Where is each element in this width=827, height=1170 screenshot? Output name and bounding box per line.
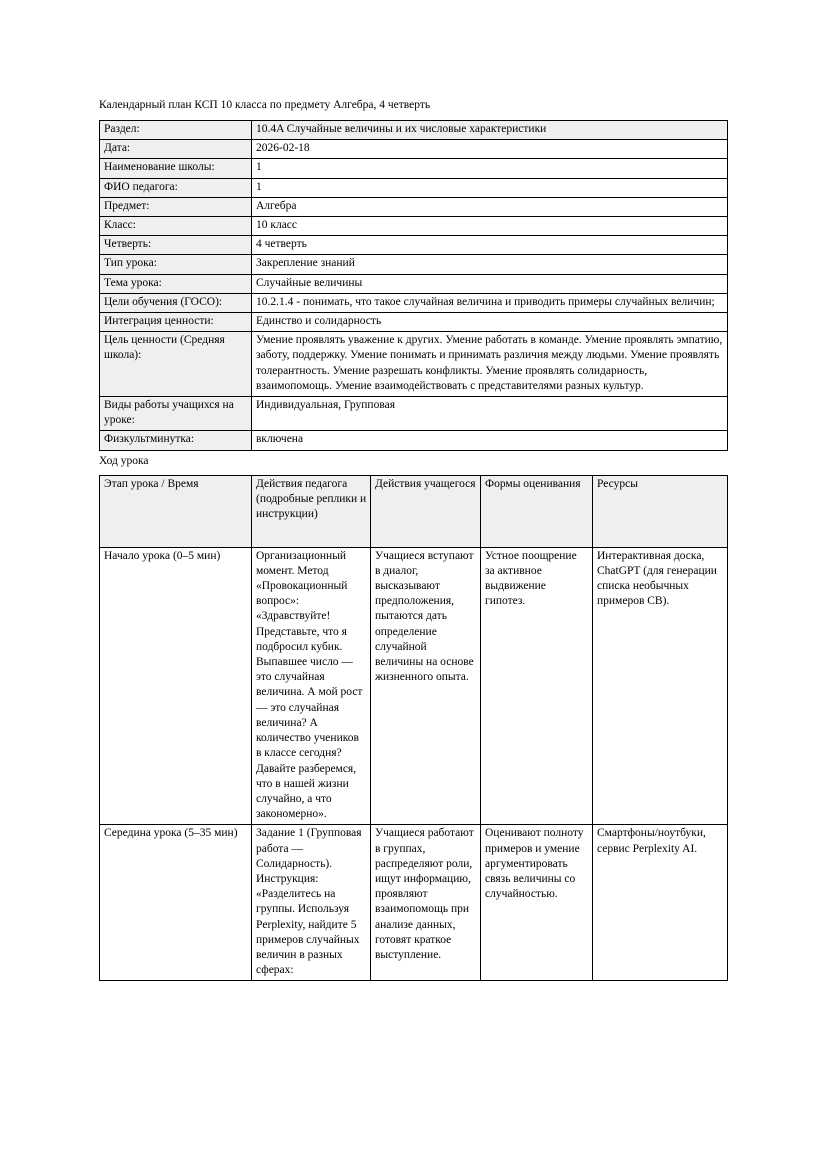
flow-column-header: Действия учащегося xyxy=(371,475,481,547)
table-row xyxy=(100,255,728,274)
lesson-flow-header xyxy=(100,475,728,547)
flow-cell-teacher: Задание 1 (Групповая работа — Солидарность). Инструкция: «Разделитесь на группы. Используя Perplexity, найдите 5 примеров случайных величин в разных сферах: xyxy=(252,825,371,981)
table-row xyxy=(100,159,728,178)
flow-cell-resources: Интерактивная доска, ChatGPT (для генерации списка необычных примеров СВ). xyxy=(593,547,728,825)
table-row xyxy=(100,140,728,159)
table-row xyxy=(100,236,728,255)
info-row-label: Цель ценности (Средняя школа): xyxy=(100,332,252,397)
flow-cell-resources: Смартфоны/ноутбуки, сервис Perplexity AI. xyxy=(593,825,728,981)
lesson-flow-table xyxy=(99,475,728,982)
info-row-label: Дата: xyxy=(100,140,252,159)
table-header-row xyxy=(100,475,728,547)
info-row-value: включена xyxy=(252,431,728,450)
lesson-flow-body xyxy=(100,547,728,981)
info-row-label: Предмет: xyxy=(100,197,252,216)
info-row-label: Раздел: xyxy=(100,121,252,140)
flow-cell-assessment: Устное поощрение за активное выдвижение гипотез. xyxy=(481,547,593,825)
info-row-value: 2026-02-18 xyxy=(252,140,728,159)
info-row-value: 1 xyxy=(252,178,728,197)
lesson-info-body xyxy=(100,121,728,451)
info-row-value: Закрепление знаний xyxy=(252,255,728,274)
info-row-label: ФИО педагога: xyxy=(100,178,252,197)
table-row xyxy=(100,197,728,216)
table-row xyxy=(100,431,728,450)
table-row xyxy=(100,397,728,431)
flow-column-header: Этап урока / Время xyxy=(100,475,252,547)
table-row xyxy=(100,274,728,293)
info-row-value: Единство и солидарность xyxy=(252,313,728,332)
table-row xyxy=(100,313,728,332)
flow-cell-student: Учащиеся вступают в диалог, высказывают предположения, пытаются дать определение случайной величины на основе жизненного опыта. xyxy=(371,547,481,825)
info-row-value: Умение проявлять уважение к других. Умение работать в команде. Умение проявлять эмпатию, заботу, поддержку. Умение понимать и принимать различия между людьми. Умение проявлять толерантность. Умение разрешать конфликты. Умение проявлять солидарность, взаимопомощь. Умение взаимодействовать с представителями разных культур. xyxy=(252,332,728,397)
info-row-label: Четверть: xyxy=(100,236,252,255)
flow-column-header: Действия педагога (подробные реплики и инструкции) xyxy=(252,475,371,547)
info-row-label: Тема урока: xyxy=(100,274,252,293)
lesson-info-table xyxy=(99,120,728,451)
info-row-value: 1 xyxy=(252,159,728,178)
flow-cell-stage: Начало урока (0–5 мин) xyxy=(100,547,252,825)
table-row xyxy=(100,178,728,197)
info-row-value: 10.4A Случайные величины и их числовые характеристики xyxy=(252,121,728,140)
info-row-label: Цели обучения (ГОСО): xyxy=(100,293,252,312)
flow-cell-student: Учащиеся работают в группах, распределяют роли, ищут информацию, проявляют взаимопомощь при анализе данных, готовят краткое выступление. xyxy=(371,825,481,981)
info-row-label: Класс: xyxy=(100,217,252,236)
info-row-value: Случайные величины xyxy=(252,274,728,293)
flow-cell-teacher: Организационный момент. Метод «Провокационный вопрос»: «Здравствуйте! Представьте, что я подбросил кубик. Выпавшее число — это случайная величина. А мой рост — это случайная величина? А количество учеников в классе сегодня? Давайте разберемся, что в нашей жизни случайно, а что закономерно». xyxy=(252,547,371,825)
table-row xyxy=(100,293,728,312)
table-row xyxy=(100,121,728,140)
table-row xyxy=(100,547,728,825)
info-row-label: Наименование школы: xyxy=(100,159,252,178)
info-row-value: 10.2.1.4 - понимать, что такое случайная величина и приводить примеры случайных величин; xyxy=(252,293,728,312)
table-row xyxy=(100,825,728,981)
info-row-value: 4 четверть xyxy=(252,236,728,255)
info-row-value: 10 класс xyxy=(252,217,728,236)
info-row-label: Виды работы учащихся на уроке: xyxy=(100,397,252,431)
info-row-label: Физкультминутка: xyxy=(100,431,252,450)
info-row-label: Интеграция ценности: xyxy=(100,313,252,332)
flow-column-header: Ресурсы xyxy=(593,475,728,547)
flow-cell-assessment: Оценивают полноту примеров и умение аргументировать связь величины со случайностью. xyxy=(481,825,593,981)
table-row xyxy=(100,332,728,397)
info-row-value: Алгебра xyxy=(252,197,728,216)
page-title: Календарный план КСП 10 класса по предмету Алгебра, 4 четверть xyxy=(99,99,431,111)
flow-column-header: Формы оценивания xyxy=(481,475,593,547)
flow-cell-stage: Середина урока (5–35 мин) xyxy=(100,825,252,981)
lesson-flow-heading: Ход урока xyxy=(99,454,149,467)
table-row xyxy=(100,217,728,236)
info-row-label: Тип урока: xyxy=(100,255,252,274)
info-row-value: Индивидуальная, Групповая xyxy=(252,397,728,431)
